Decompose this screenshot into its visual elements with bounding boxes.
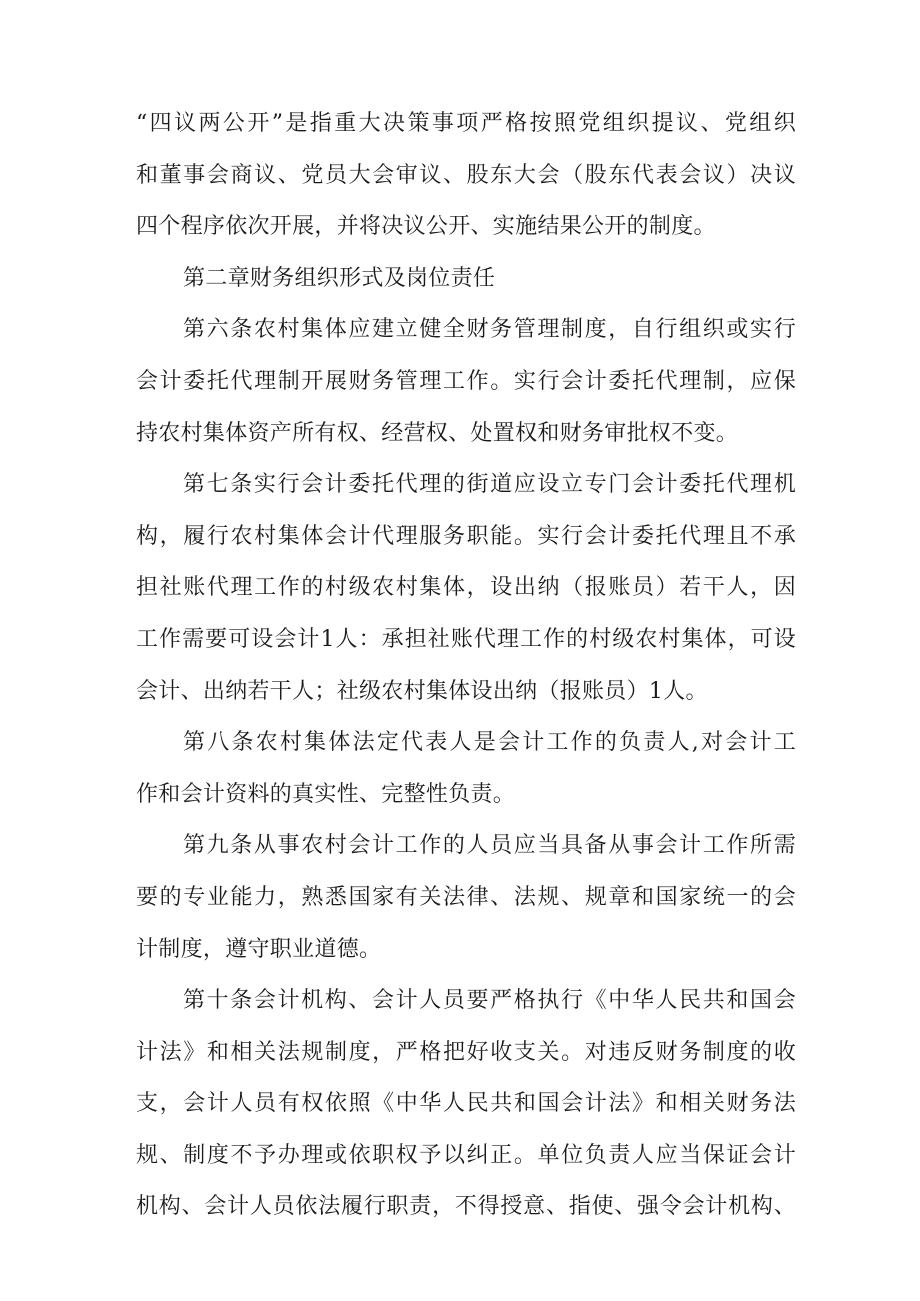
text-line: 作和会计资料的真实性、完整性负责。 [136, 781, 516, 807]
chapter-heading: 第二章财务组织形式及岗位责任 [183, 265, 496, 291]
text-line: 构，履行农村集体会计代理服务职能。实行会计委托代理且不承 [136, 523, 796, 549]
text-line: “四议两公开”是指重大决策事项严格按照党组织提议、党组织 [136, 111, 796, 136]
text-line: 四个程序依次开展，并将决议公开、实施结果公开的制度。 [136, 214, 716, 240]
article-6-line: 第六条农村集体应建立健全财务管理制度，自行组织或实行 [183, 317, 796, 343]
document-body [136, 98, 796, 1233]
text-line: 工作需要可设会计1人：承担社账代理工作的村级农村集体，可设 [136, 626, 796, 652]
article-9-line: 第九条从事农村会计工作的人员应当具备从事会计工作所需 [183, 833, 796, 859]
article-10-line: 第十条会计机构、会计人员要严格执行《中华人民共和国会 [183, 988, 796, 1014]
text-line: 持农村集体资产所有权、经营权、处置权和财务审批权不变。 [136, 420, 739, 446]
article-7-line: 第七条实行会计委托代理的街道应设立专门会计委托代理机 [183, 472, 796, 498]
text-line: 会计、出纳若干人；社级农村集体设出纳（报账员）1人。 [136, 678, 708, 704]
text-line: 机构、会计人员依法履行职责，不得授意、指使、强令会计机构、 [136, 1194, 796, 1220]
text-line: 支，会计人员有权依照《中华人民共和国会计法》和相关财务法 [136, 1091, 796, 1117]
text-line: 要的专业能力，熟悉国家有关法律、法规、规章和国家统一的会 [136, 884, 796, 910]
text-line: 会计委托代理制开展财务管理工作。实行会计委托代理制，应保 [136, 368, 796, 394]
text-line: 计法》和相关法规制度，严格把好收支关。对违反财务制度的收 [136, 1039, 796, 1065]
text-line: 规、制度不予办理或依职权予以纠正。单位负责人应当保证会计 [136, 1142, 796, 1168]
text-line: 计制度，遵守职业道德。 [136, 936, 382, 962]
text-line: 担社账代理工作的村级农村集体，设出纳（报账员）若干人，因 [136, 575, 796, 601]
article-8-line: 第八条农村集体法定代表人是会计工作的负责人,对会计工 [183, 730, 796, 756]
text-line: 和董事会商议、党员大会审议、股东大会（股东代表会议）决议 [136, 162, 796, 188]
